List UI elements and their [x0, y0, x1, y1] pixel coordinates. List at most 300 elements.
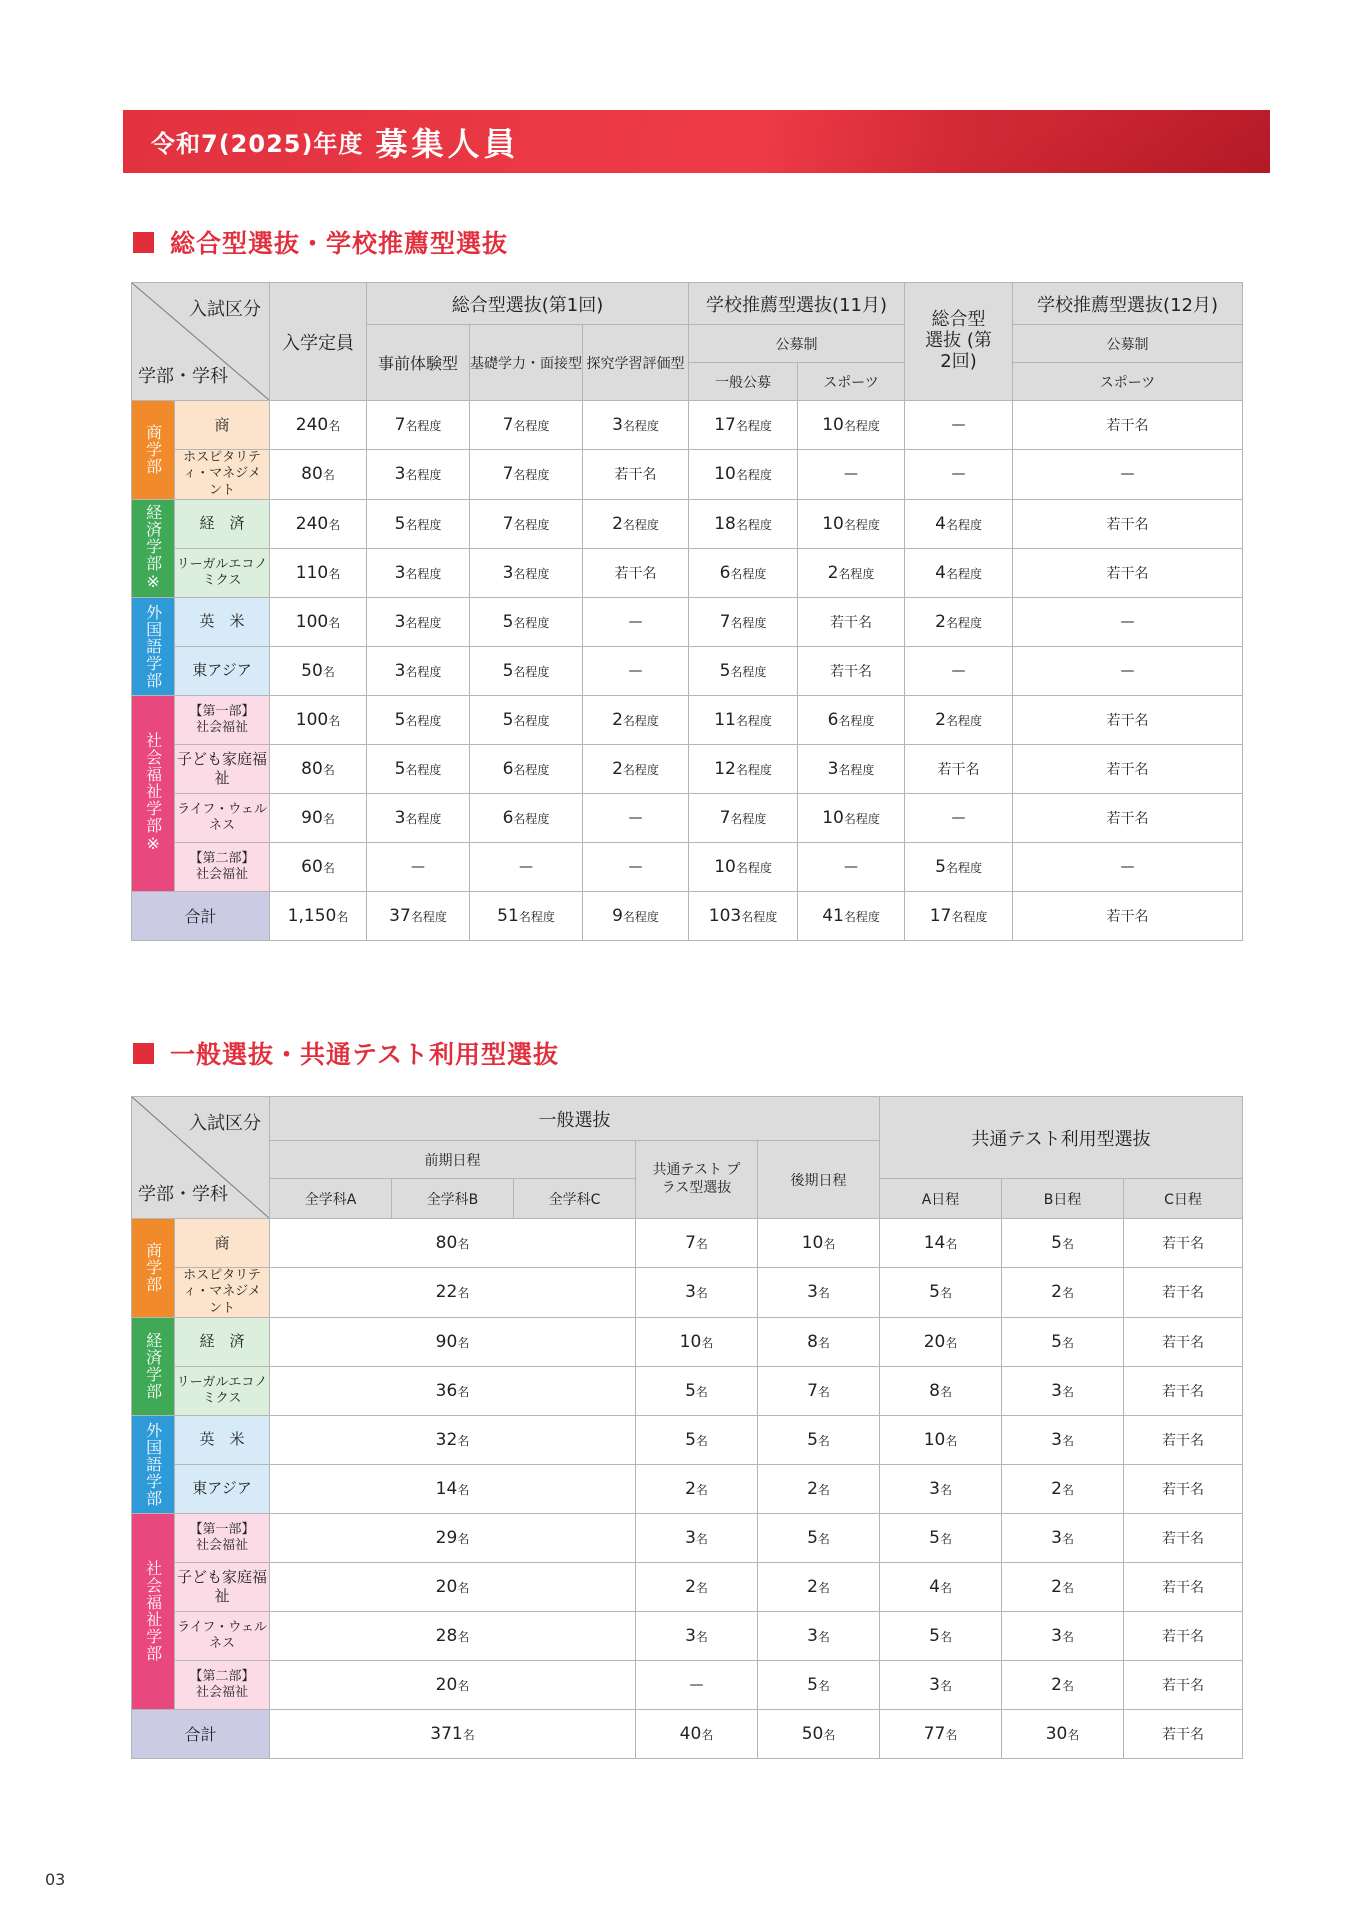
cell-value: 5	[929, 1625, 940, 1646]
cell-c	[1124, 1464, 1243, 1513]
total-a	[880, 1709, 1002, 1758]
cell-unit: 名程度	[622, 713, 659, 728]
cell-value: 7	[394, 415, 406, 435]
cell-unit: 名	[817, 1286, 830, 1301]
dept-label: 子ども家庭福祉	[176, 750, 267, 787]
header-col-tankyu: 探究学習評価型	[583, 325, 689, 401]
header-kouki: 後期日程	[758, 1141, 880, 1219]
capacity-cell	[270, 744, 367, 793]
cell-c5	[798, 646, 905, 695]
faculty-soc	[132, 1513, 175, 1709]
dept-cell	[175, 1415, 270, 1464]
cell-plus	[636, 1415, 758, 1464]
cell-c3	[583, 499, 689, 548]
cell-value: 若干名	[1162, 1579, 1205, 1596]
cell-late	[758, 1219, 880, 1268]
cell-value: 29	[435, 1527, 458, 1548]
cell-value: 7	[685, 1233, 696, 1253]
table-row	[132, 1464, 1243, 1513]
cell-unit: 名	[945, 1335, 958, 1350]
cell-c5	[798, 499, 905, 548]
zenki-cell	[270, 1317, 636, 1366]
cell-unit: 名	[695, 1580, 708, 1595]
header-plus-text: 共通テスト プラス型選抜	[652, 1162, 741, 1196]
cell-unit: 名程度	[945, 615, 982, 630]
cell-c3	[583, 793, 689, 842]
dept-label: 東アジア	[192, 661, 252, 680]
cell-unit: 名程度	[622, 517, 659, 532]
cell-c6	[905, 548, 1013, 597]
cell-unit: 名程度	[513, 811, 550, 826]
cell-value: 若干名	[1106, 516, 1149, 533]
cell-c1	[367, 842, 470, 891]
cell-value: 9	[612, 905, 623, 926]
total-c3	[583, 891, 689, 940]
cell-value: 5	[394, 513, 406, 534]
cell-unit: 名	[322, 468, 335, 483]
cell-value: 110	[295, 562, 329, 583]
cell-value: 80	[301, 464, 323, 485]
cell-plus	[636, 1219, 758, 1268]
dept-cell	[175, 646, 270, 695]
banner-year: 令和7(2025)年度	[151, 130, 364, 158]
cell-unit: 名	[823, 1237, 836, 1251]
cell-value: 6	[502, 758, 514, 779]
faculty-label: 外国語学部	[143, 1421, 163, 1507]
cell-value: 3	[929, 1478, 940, 1499]
total-label: 合計	[132, 1709, 270, 1758]
cell-unit: 名	[939, 1580, 952, 1595]
dept-cell	[175, 1513, 270, 1562]
header-sogo2-text: 総合型 選抜 (第2回)	[925, 309, 992, 372]
cell-c7	[1013, 401, 1243, 450]
cell-c5	[798, 401, 905, 450]
cell-unit: 名程度	[405, 762, 442, 777]
dept-cell	[175, 1611, 270, 1660]
header-koubo-dec: 公募制	[1013, 325, 1243, 363]
cell-a	[880, 1317, 1002, 1366]
cell-value: 5	[394, 709, 406, 730]
cell-value: 1,150	[287, 905, 337, 926]
header-sogo2	[905, 283, 1013, 401]
cell-late	[758, 1415, 880, 1464]
cell-value: 240	[295, 513, 329, 534]
total-capacity	[270, 891, 367, 940]
cell-value: 5	[929, 1282, 940, 1303]
cell-a	[880, 1513, 1002, 1562]
cell-unit: 名程度	[730, 664, 767, 679]
cell-unit: 名程度	[730, 566, 767, 581]
cell-value: 若干名	[1106, 712, 1149, 729]
cell-value: 7	[502, 513, 514, 534]
cell-c4	[689, 401, 798, 450]
cell-c	[1124, 1317, 1243, 1366]
table-row	[132, 793, 1243, 842]
capacity-cell	[270, 646, 367, 695]
cell-value: 5	[394, 758, 406, 779]
cell-plus	[636, 1464, 758, 1513]
dept-cell	[175, 450, 270, 500]
cell-b	[1002, 1513, 1124, 1562]
cell-unit: 名程度	[405, 664, 442, 679]
cell-value: 2	[685, 1478, 696, 1499]
cell-unit: 名程度	[622, 419, 659, 433]
cell-value: 10	[822, 807, 844, 828]
header-col-zenA: 全学科A	[270, 1179, 392, 1219]
faculty-wrap	[132, 424, 174, 475]
cell-unit: 名	[939, 1482, 952, 1497]
cell-unit: 名	[701, 1727, 714, 1742]
cell-value: 若干名	[830, 614, 873, 631]
cell-unit: 名	[1061, 1286, 1074, 1301]
cell-c1	[367, 646, 470, 695]
cell-c6	[905, 842, 1013, 891]
cell-unit: 名	[695, 1433, 708, 1448]
total-c6	[905, 891, 1013, 940]
page-number: 03	[45, 1870, 66, 1889]
cell-unit: 名	[1061, 1335, 1074, 1350]
cell-value: 10	[822, 415, 844, 435]
cell-unit: 名	[457, 1237, 470, 1251]
header-koubo-nov: 公募制	[689, 325, 905, 363]
cell-unit: 名	[457, 1629, 470, 1644]
cell-c	[1124, 1415, 1243, 1464]
dept-label: ライフ・ウェルネス	[177, 801, 267, 833]
cell-unit: 名程度	[843, 419, 880, 433]
cell-value: 14	[923, 1233, 946, 1253]
cell-b	[1002, 1366, 1124, 1415]
cell-unit: 名	[939, 1384, 952, 1399]
cell-c6	[905, 499, 1013, 548]
cell-late	[758, 1464, 880, 1513]
cell-value: 20	[923, 1331, 946, 1352]
faculty-label: 社会福祉学部	[143, 1560, 163, 1663]
table-row	[132, 1513, 1243, 1562]
cell-unit: 名程度	[735, 762, 772, 777]
cell-unit: 名	[939, 1286, 952, 1301]
cell-value: 若干名	[1162, 1236, 1205, 1252]
cell-value: 3	[685, 1625, 696, 1646]
zenki-cell	[270, 1366, 636, 1415]
cell-unit: 名程度	[843, 517, 880, 532]
cell-c2	[470, 842, 583, 891]
header-col-B: B日程	[1002, 1179, 1124, 1219]
faculty-label: 外国語学部	[143, 603, 163, 689]
cell-c6	[905, 793, 1013, 842]
cell-value: 若干名	[1162, 1285, 1205, 1302]
cell-c1	[367, 793, 470, 842]
dept-label: 英 米	[199, 1430, 245, 1449]
dept-cell	[175, 1317, 270, 1366]
cell-value: 若干名	[1162, 1726, 1205, 1743]
cell-value: 28	[435, 1625, 458, 1646]
cell-c4	[689, 842, 798, 891]
total-c5	[798, 891, 905, 940]
table-row	[132, 1562, 1243, 1611]
cell-c5	[798, 450, 905, 500]
cell-c2	[470, 744, 583, 793]
cell-c7	[1013, 842, 1243, 891]
cell-value: 5	[935, 856, 946, 877]
cell-value: 若干名	[1162, 1383, 1205, 1400]
header-sogo1: 総合型選抜(第1回)	[367, 283, 689, 325]
cell-c5	[798, 597, 905, 646]
cell-unit: 名程度	[735, 860, 772, 875]
dept-cell	[175, 793, 270, 842]
dept-cell	[175, 1562, 270, 1611]
cell-c5	[798, 842, 905, 891]
cell-value: 40	[679, 1723, 702, 1744]
cell-late	[758, 1366, 880, 1415]
cell-unit: 名	[695, 1482, 708, 1497]
cell-unit: 名	[939, 1629, 952, 1644]
cell-c2	[470, 548, 583, 597]
cell-value: 若干名	[830, 663, 873, 680]
cell-c	[1124, 1660, 1243, 1709]
cell-value: 若干名	[1162, 1334, 1205, 1351]
table-row	[132, 450, 1243, 500]
cell-unit: 名程度	[405, 566, 442, 581]
faculty-wrap	[132, 1560, 174, 1662]
section1-square-icon	[133, 232, 154, 253]
banner-title: 募集人員	[375, 124, 520, 163]
cell-value: 20	[435, 1576, 458, 1597]
cell-plus	[636, 1660, 758, 1709]
cell-unit: 名	[695, 1629, 708, 1644]
table-row	[132, 1268, 1243, 1318]
cell-c	[1124, 1513, 1243, 1562]
cell-value: —	[951, 466, 966, 483]
cell-value: 3	[394, 807, 406, 828]
cell-unit: 名程度	[405, 615, 442, 630]
cell-c	[1124, 1562, 1243, 1611]
cell-b	[1002, 1611, 1124, 1660]
dept-cell	[175, 548, 270, 597]
cell-plus	[636, 1268, 758, 1318]
cell-value: 17	[714, 415, 736, 435]
cell-value: 3	[394, 562, 406, 583]
cell-c2	[470, 499, 583, 548]
cell-b	[1002, 1268, 1124, 1318]
cell-c4	[689, 548, 798, 597]
total-row	[132, 1709, 1243, 1758]
capacity-cell	[270, 499, 367, 548]
cell-value: 3	[807, 1625, 818, 1646]
cell-value: 30	[1045, 1723, 1068, 1744]
cell-value: 若干名	[1162, 1481, 1205, 1498]
cell-c1	[367, 499, 470, 548]
cell-c4	[689, 450, 798, 500]
cell-value: 7	[719, 807, 731, 828]
cell-value: 90	[301, 807, 323, 828]
cell-c7	[1013, 695, 1243, 744]
cell-value: 5	[502, 660, 514, 681]
header-col-sports-dec: スポーツ	[1013, 363, 1243, 401]
faculty-for	[132, 597, 175, 695]
section2-title-text: 一般選抜・共通テスト利用型選抜	[170, 1040, 560, 1069]
cell-value: 80	[301, 758, 323, 779]
cell-unit: 名	[457, 1531, 470, 1546]
header-col-C: C日程	[1124, 1179, 1243, 1219]
cell-unit: 名	[695, 1237, 708, 1251]
capacity-cell	[270, 793, 367, 842]
cell-value: 2	[612, 709, 623, 730]
cell-value: 5	[502, 709, 514, 730]
dept-cell	[175, 1268, 270, 1318]
cell-unit: 名	[1061, 1237, 1074, 1251]
cell-c2	[470, 646, 583, 695]
cell-value: 2	[612, 513, 623, 534]
capacity-cell	[270, 597, 367, 646]
cell-unit: 名	[817, 1482, 830, 1497]
cell-unit: 名程度	[513, 517, 550, 532]
cell-unit: 名	[939, 1531, 952, 1546]
total-late	[758, 1709, 880, 1758]
faculty-eco	[132, 499, 175, 597]
cell-unit: 名程度	[518, 909, 555, 924]
dept-cell	[175, 1660, 270, 1709]
cell-a	[880, 1562, 1002, 1611]
cell-c	[1124, 1366, 1243, 1415]
cell-unit: 名程度	[951, 909, 988, 924]
capacity-cell	[270, 842, 367, 891]
cell-c3	[583, 646, 689, 695]
cell-value: 若干名	[1162, 1628, 1205, 1645]
table-row	[132, 695, 1243, 744]
cell-unit: 名程度	[513, 664, 550, 679]
cell-value: —	[628, 662, 643, 679]
table-row	[132, 842, 1243, 891]
cell-value: 2	[1051, 1576, 1062, 1597]
cell-value: 22	[435, 1282, 458, 1303]
total-b	[1002, 1709, 1124, 1758]
cell-value: —	[519, 858, 533, 875]
cell-value: 10	[822, 513, 844, 534]
cell-value: 18	[714, 513, 736, 534]
dept-cell	[175, 499, 270, 548]
cell-value: 2	[1051, 1478, 1062, 1499]
cell-value: 若干名	[1162, 1530, 1205, 1547]
total-row	[132, 891, 1243, 940]
zenki-cell	[270, 1415, 636, 1464]
cell-c4	[689, 793, 798, 842]
cell-unit: 名程度	[838, 762, 875, 777]
capacity-cell	[270, 401, 367, 450]
cell-unit: 名程度	[513, 566, 550, 581]
cell-value: —	[1120, 466, 1135, 483]
header-banner	[123, 110, 1270, 173]
section1-title-text: 総合型選抜・学校推薦型選抜	[170, 229, 509, 258]
cell-late	[758, 1660, 880, 1709]
cell-value: 6	[502, 807, 514, 828]
dept-cell	[175, 842, 270, 891]
cell-value: 2	[1051, 1674, 1062, 1695]
cell-unit: 名	[817, 1629, 830, 1644]
cell-value: 60	[301, 856, 323, 877]
zenki-cell	[270, 1562, 636, 1611]
cell-value: 5	[807, 1527, 818, 1548]
cell-c5	[798, 793, 905, 842]
cell-c3	[583, 548, 689, 597]
cell-value: 5	[1051, 1331, 1062, 1352]
cell-unit: 名程度	[405, 419, 442, 433]
faculty-label: 経済学部	[143, 1332, 163, 1401]
cell-unit: 名	[695, 1531, 708, 1546]
cell-c6	[905, 450, 1013, 500]
dept-label: ライフ・ウェルネス	[177, 1619, 267, 1651]
cell-value: 14	[435, 1478, 458, 1499]
cell-value: 2	[935, 709, 946, 730]
cell-value: 77	[923, 1723, 946, 1744]
cell-unit: 名程度	[838, 713, 875, 728]
cell-value: 5	[719, 660, 731, 681]
cell-value: 103	[708, 905, 742, 926]
cell-late	[758, 1317, 880, 1366]
cell-unit: 名程度	[730, 811, 767, 826]
cell-unit: 名	[457, 1286, 470, 1301]
cell-plus	[636, 1562, 758, 1611]
dept-label: 【第一部】社会福祉	[189, 1521, 255, 1553]
cell-value: 若干名	[937, 761, 980, 778]
cell-unit: 名	[457, 1433, 470, 1448]
cell-value: 若干名	[1106, 810, 1149, 827]
cell-unit: 名	[1061, 1629, 1074, 1644]
dept-cell	[175, 1366, 270, 1415]
cell-value: 6	[827, 709, 839, 730]
header-kyotsu: 共通テスト利用型選抜	[880, 1097, 1243, 1179]
cell-value: —	[689, 1676, 704, 1693]
cell-value: 若干名	[1162, 1432, 1205, 1449]
cell-unit: 名程度	[735, 419, 772, 433]
corner-label-kubun: 入試区分	[189, 299, 261, 320]
cell-value: 若干名	[1106, 908, 1149, 925]
cell-value: 5	[929, 1527, 940, 1548]
table-row	[132, 1366, 1243, 1415]
cell-value: 6	[719, 562, 731, 583]
capacity-cell	[270, 548, 367, 597]
faculty-wrap	[132, 604, 174, 689]
cell-unit: 名程度	[945, 713, 982, 728]
cell-unit: 名	[328, 517, 341, 532]
cell-c7	[1013, 450, 1243, 500]
cell-c5	[798, 744, 905, 793]
cell-value: 371	[430, 1723, 463, 1744]
cell-value: 3	[1051, 1625, 1062, 1646]
cell-value: —	[951, 662, 966, 679]
cell-unit: 名程度	[945, 566, 982, 581]
cell-value: 10	[714, 464, 736, 485]
cell-c	[1124, 1611, 1243, 1660]
cell-unit: 名程度	[513, 762, 550, 777]
cell-c1	[367, 450, 470, 500]
cell-value: —	[951, 417, 966, 433]
cell-value: 若干名	[1106, 761, 1149, 778]
cell-c3	[583, 744, 689, 793]
table-row	[132, 1611, 1243, 1660]
cell-value: 100	[295, 709, 329, 730]
cell-c3	[583, 597, 689, 646]
cell-c2	[470, 695, 583, 744]
table-row	[132, 1317, 1243, 1366]
cell-a	[880, 1464, 1002, 1513]
cell-value: 7	[502, 415, 514, 435]
header-zenki: 前期日程	[270, 1141, 636, 1179]
cell-unit: 名程度	[513, 419, 550, 433]
cell-value: 10	[714, 856, 736, 877]
cell-unit: 名	[817, 1678, 830, 1693]
cell-c7	[1013, 499, 1243, 548]
total-label: 合計	[132, 891, 270, 940]
